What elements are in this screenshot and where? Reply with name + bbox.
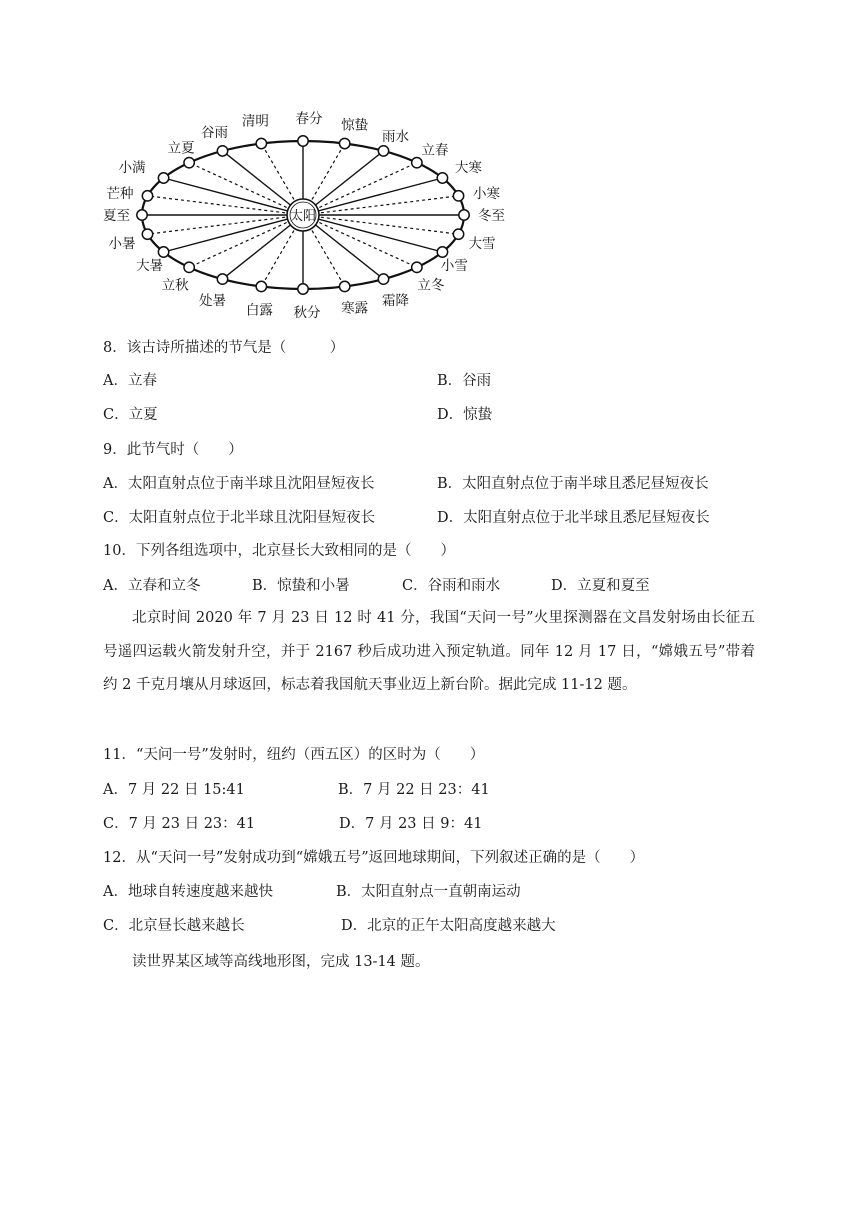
- q11-option-a: A．7 月 22 日 15:41: [103, 782, 245, 798]
- solar-terms-orbit-diagram: [100, 105, 520, 325]
- passage-tianwen: [103, 602, 755, 703]
- term-node: [142, 229, 152, 239]
- q9-option-d: D．太阳直射点位于北半球且悉尼昼短夜长: [437, 510, 710, 526]
- q10-option-b: B．惊蛰和小暑: [252, 578, 350, 594]
- q11-option-b: B．7 月 22 日 23：41: [338, 782, 490, 798]
- spoke-line: [303, 196, 459, 215]
- term-node: [217, 146, 227, 156]
- term-label: 大寒: [454, 160, 482, 176]
- term-node: [378, 146, 388, 156]
- term-node: [256, 281, 266, 291]
- q12-stem: 12．从“天问一号”发射成功到“嫦娥五号”返回地球期间，下列叙述正确的是（ ）: [103, 850, 645, 866]
- spoke-line: [164, 215, 303, 252]
- spoke-line: [303, 215, 442, 252]
- term-label: 立春: [421, 142, 449, 159]
- term-node: [137, 210, 147, 220]
- q11-stem: 11．“天问一号”发射时，纽约（西五区）的区时为（ ）: [103, 747, 485, 763]
- term-node: [437, 247, 447, 257]
- term-label: 白露: [245, 302, 273, 319]
- term-node: [412, 157, 422, 167]
- q11-option-c: C．7 月 23 日 23：41: [103, 816, 256, 832]
- term-label: 小寒: [473, 185, 501, 202]
- term-node: [184, 262, 194, 272]
- q10-option-a: A．立春和立冬: [103, 578, 201, 594]
- term-label: 小雪: [440, 258, 468, 274]
- q8-stem: 8．该古诗所描述的节气是（ ）: [103, 340, 345, 356]
- term-label: 处暑: [199, 293, 226, 310]
- term-label: 寒露: [341, 300, 369, 317]
- term-label: 惊蛰: [341, 117, 369, 134]
- term-label: 小暑: [108, 236, 136, 253]
- term-node: [158, 247, 168, 257]
- term-label: 芒种: [106, 185, 134, 202]
- term-label: 立夏: [167, 140, 195, 157]
- term-label: 小满: [118, 160, 146, 176]
- q9-option-c: C．太阳直射点位于北半球且沈阳昼短夜长: [103, 510, 376, 526]
- spoke-line: [164, 178, 303, 215]
- term-label: 立冬: [417, 277, 445, 294]
- q12-option-a: A．地球自转速度越来越快: [103, 884, 273, 900]
- term-label: 冬至: [478, 208, 505, 224]
- q11-option-d: D．7 月 23 日 9：41: [339, 816, 483, 832]
- term-node: [453, 191, 463, 201]
- term-label: 秋分: [293, 305, 321, 321]
- term-node: [256, 138, 266, 148]
- term-label: 夏至: [103, 208, 130, 224]
- term-label: 谷雨: [201, 124, 228, 141]
- term-label: 雨水: [382, 128, 409, 145]
- term-node: [298, 136, 308, 146]
- q8-option-d: D．惊蛰: [437, 407, 493, 423]
- spoke-line: [147, 215, 303, 234]
- q10-option-c: C．谷雨和雨水: [402, 578, 501, 594]
- passage-tianwen-text: 北京时间 2020 年 7 月 23 日 12 时 41 分，我国“天问一号”火里探测器在文昌发射场由长征五号遥四运载火箭发射升空，并于 2167 秒后成功进入预定轨道。同年 12 月 17 日，“嫦娥五号”带着约 2 千克月壤从月球返回，标志着我国航天事业迈上新台阶。据此完成 11-12 题。: [103, 610, 755, 693]
- passage-contour-intro: 读世界某区域等高线地形图，完成 13-14 题。: [132, 954, 430, 970]
- q12-option-b: B．太阳直射点一直朝南运动: [336, 884, 521, 900]
- term-node: [339, 138, 349, 148]
- q8-option-b: B．谷雨: [437, 373, 492, 389]
- term-label: 大雪: [468, 236, 496, 253]
- term-label: 春分: [295, 111, 323, 127]
- q10-option-d: D．立夏和夏至: [551, 578, 650, 594]
- term-node: [339, 281, 349, 291]
- term-node: [142, 191, 152, 201]
- q9-option-a: A．太阳直射点位于南半球且沈阳昼短夜长: [103, 476, 375, 492]
- spoke-line: [303, 215, 459, 234]
- q10-stem: 10．下列各组选项中，北京昼长大致相同的是（ ）: [103, 543, 455, 559]
- term-node: [437, 173, 447, 183]
- term-node: [412, 262, 422, 272]
- term-label: 大暑: [136, 258, 164, 274]
- term-label: 清明: [241, 113, 269, 130]
- term-node: [453, 229, 463, 239]
- term-node: [378, 274, 388, 284]
- term-label: 霜降: [382, 293, 409, 310]
- q12-option-c: C．北京昼长越来越长: [103, 918, 245, 934]
- q9-stem: 9．此节气时（ ）: [103, 442, 243, 458]
- term-node: [158, 173, 168, 183]
- term-node: [184, 157, 194, 167]
- term-node: [459, 210, 469, 220]
- q8-option-a: A．立春: [103, 373, 157, 389]
- q8-option-c: C．立夏: [103, 407, 158, 423]
- spoke-line: [303, 178, 442, 215]
- term-label: 立秋: [161, 277, 189, 294]
- term-node: [298, 284, 308, 294]
- sun-label: 太阳: [289, 209, 317, 224]
- spoke-line: [147, 196, 303, 215]
- term-node: [217, 274, 227, 284]
- q9-option-b: B．太阳直射点位于南半球且悉尼昼短夜长: [437, 476, 709, 492]
- q12-option-d: D．北京的正午太阳高度越来越大: [341, 918, 556, 934]
